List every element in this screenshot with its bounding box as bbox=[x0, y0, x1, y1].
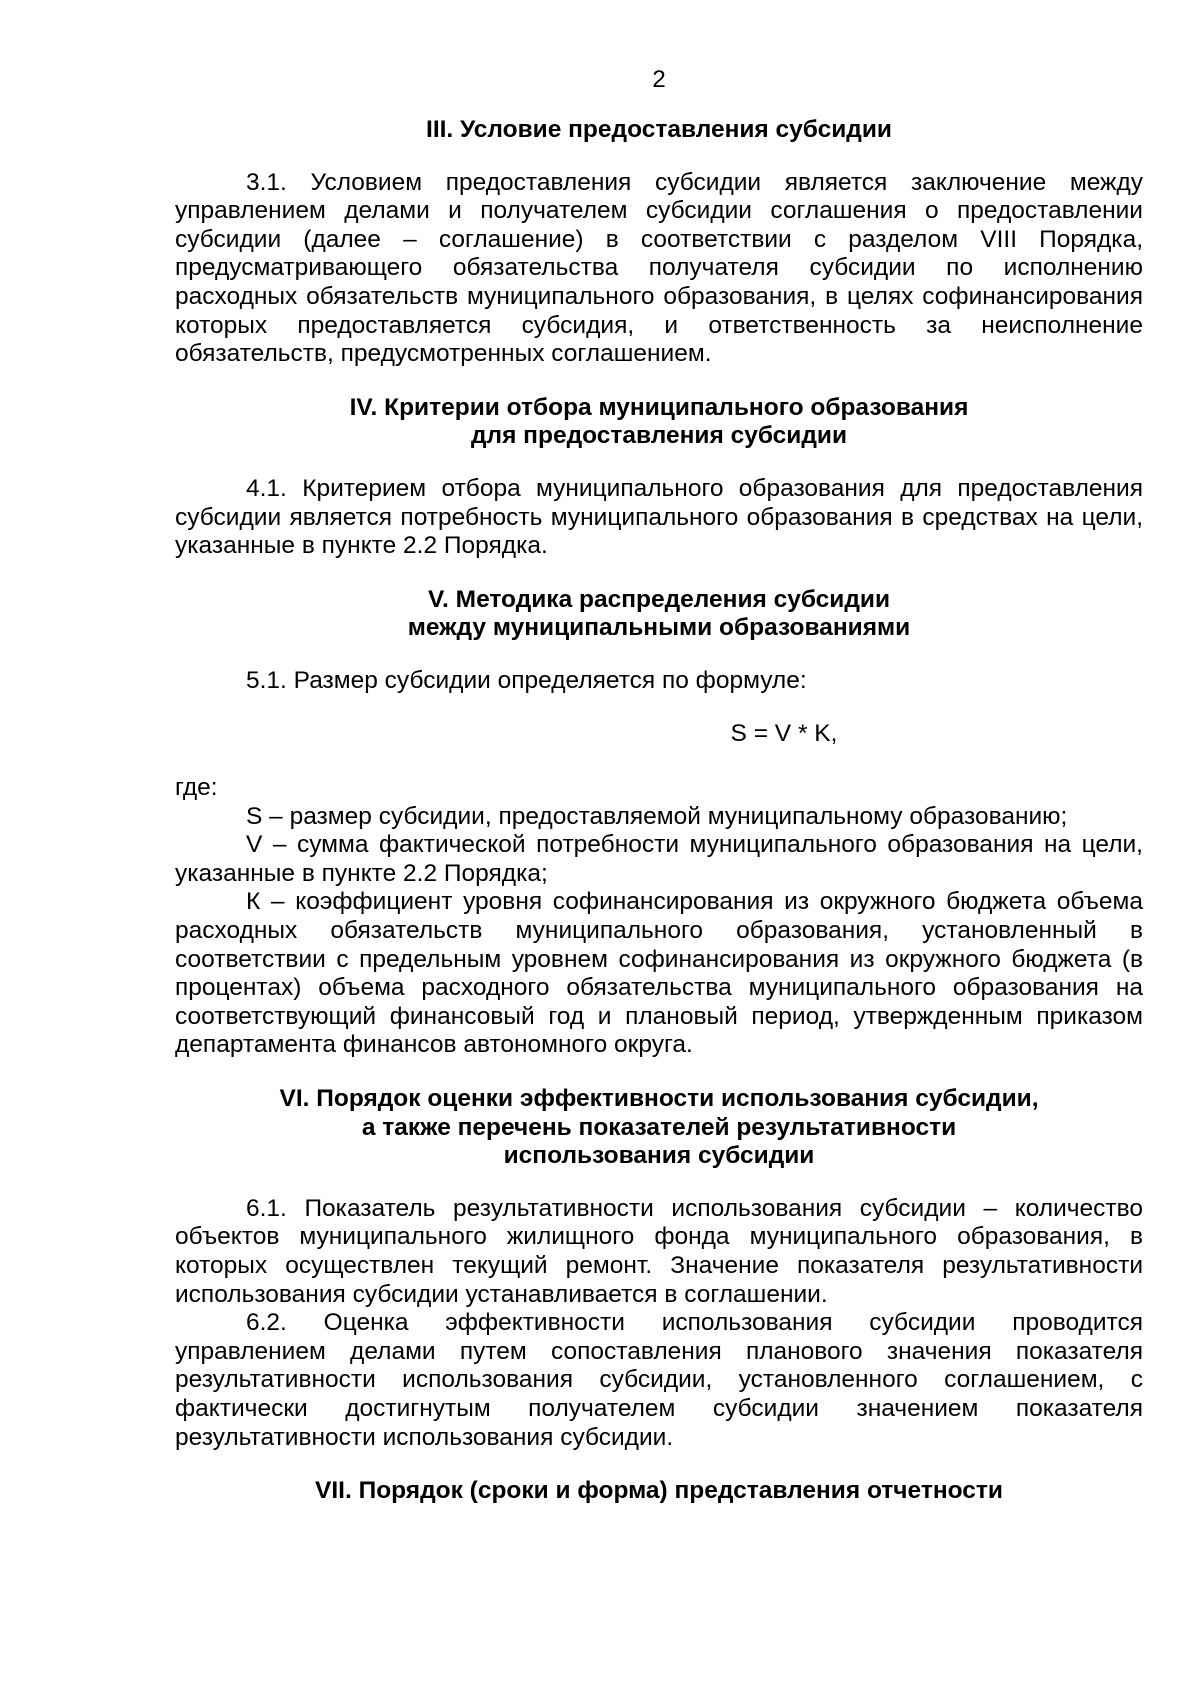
section-3-heading bbox=[175, 116, 1143, 145]
page-number: 2 bbox=[652, 66, 666, 93]
section-4-heading-line-2: для предоставления субсидии bbox=[470, 422, 848, 450]
section-4-heading-line-1: IV. Критерии отбора муниципального образования bbox=[349, 393, 969, 421]
definition-s: S – размер субсидии, предоставляемой муниципальному образованию; bbox=[246, 802, 1068, 830]
definition-k: К – коэффициент уровня софинансирования из окружного бюджета объема расходных обязательств муниципального образования, установленный в соответствии с предельным уровнем софинансирования из окружного бюджета (в процентах) объема расходного обязательства муниципального образования на соответствующий финансовый год и плановый период, утвержденным приказом департамента финансов автономного округа. bbox=[175, 888, 1143, 1059]
paragraph-6-2: 6.2. Оценка эффективности использования субсидии проводится управлением делами путем сопоставления планового значения показателя результативности использования субсидии, установленного соглашением, с фактически достигнутым получателем субсидии значением показателя результативности использования субсидии. bbox=[175, 1309, 1143, 1451]
paragraph-5-1: 5.1. Размер субсидии определяется по формуле: bbox=[246, 666, 807, 694]
paragraph-4-1: 4.1. Критерием отбора муниципального образования для предоставления субсидии является потребность муниципального образования в средствах на цели, указанные в пункте 2.2 Порядка. bbox=[175, 474, 1143, 560]
section-6-heading-line-2: а также перечень показателей результативности bbox=[361, 1113, 957, 1141]
section-6-heading bbox=[175, 1085, 1143, 1171]
document-page bbox=[175, 66, 1143, 1506]
section-5-heading bbox=[175, 586, 1143, 643]
paragraph-3-1: 3.1. Условием предоставления субсидии является заключение между управлением делами и получателем субсидии соглашения о предоставлении субсидии (далее – соглашение) в соответствии с разделом VIII Порядка, предусматривающего обязательства получателя субсидии по исполнению расходных обязательств муниципального образования, в целях софинансирования которых предоставляется субсидия, и ответственность за неисполнение обязательств, предусмотренных соглашением. bbox=[175, 168, 1143, 368]
section-7-heading-text: VII. Порядок (сроки и форма) представления отчетности bbox=[315, 1477, 1003, 1505]
section-3-heading-text: III. Условие предоставления субсидии bbox=[426, 116, 892, 143]
section-5-heading-line-1: V. Методика распределения субсидии bbox=[427, 585, 891, 613]
section-6-heading-line-3: использования субсидии bbox=[503, 1142, 815, 1170]
section-7-heading bbox=[175, 1477, 1143, 1506]
formula: S = V * K, bbox=[730, 719, 838, 747]
section-5-heading-line-2: между муниципальными образованиями bbox=[407, 614, 911, 642]
section-4-heading bbox=[175, 394, 1143, 451]
paragraph-6-1: 6.1. Показатель результативности использования субсидии – количество объектов муниципального жилищного фонда муниципального образования, в которых осуществлен текущий ремонт. Значение показателя результативности использования субсидии устанавливается в соглашении. bbox=[175, 1194, 1143, 1308]
definition-v: V – сумма фактической потребности муниципального образования на цели, указанные в пункте 2.2 Порядка; bbox=[175, 831, 1143, 887]
section-6-heading-line-1: VI. Порядок оценки эффективности использования субсидии, bbox=[279, 1085, 1039, 1113]
where-label: где: bbox=[175, 774, 218, 802]
